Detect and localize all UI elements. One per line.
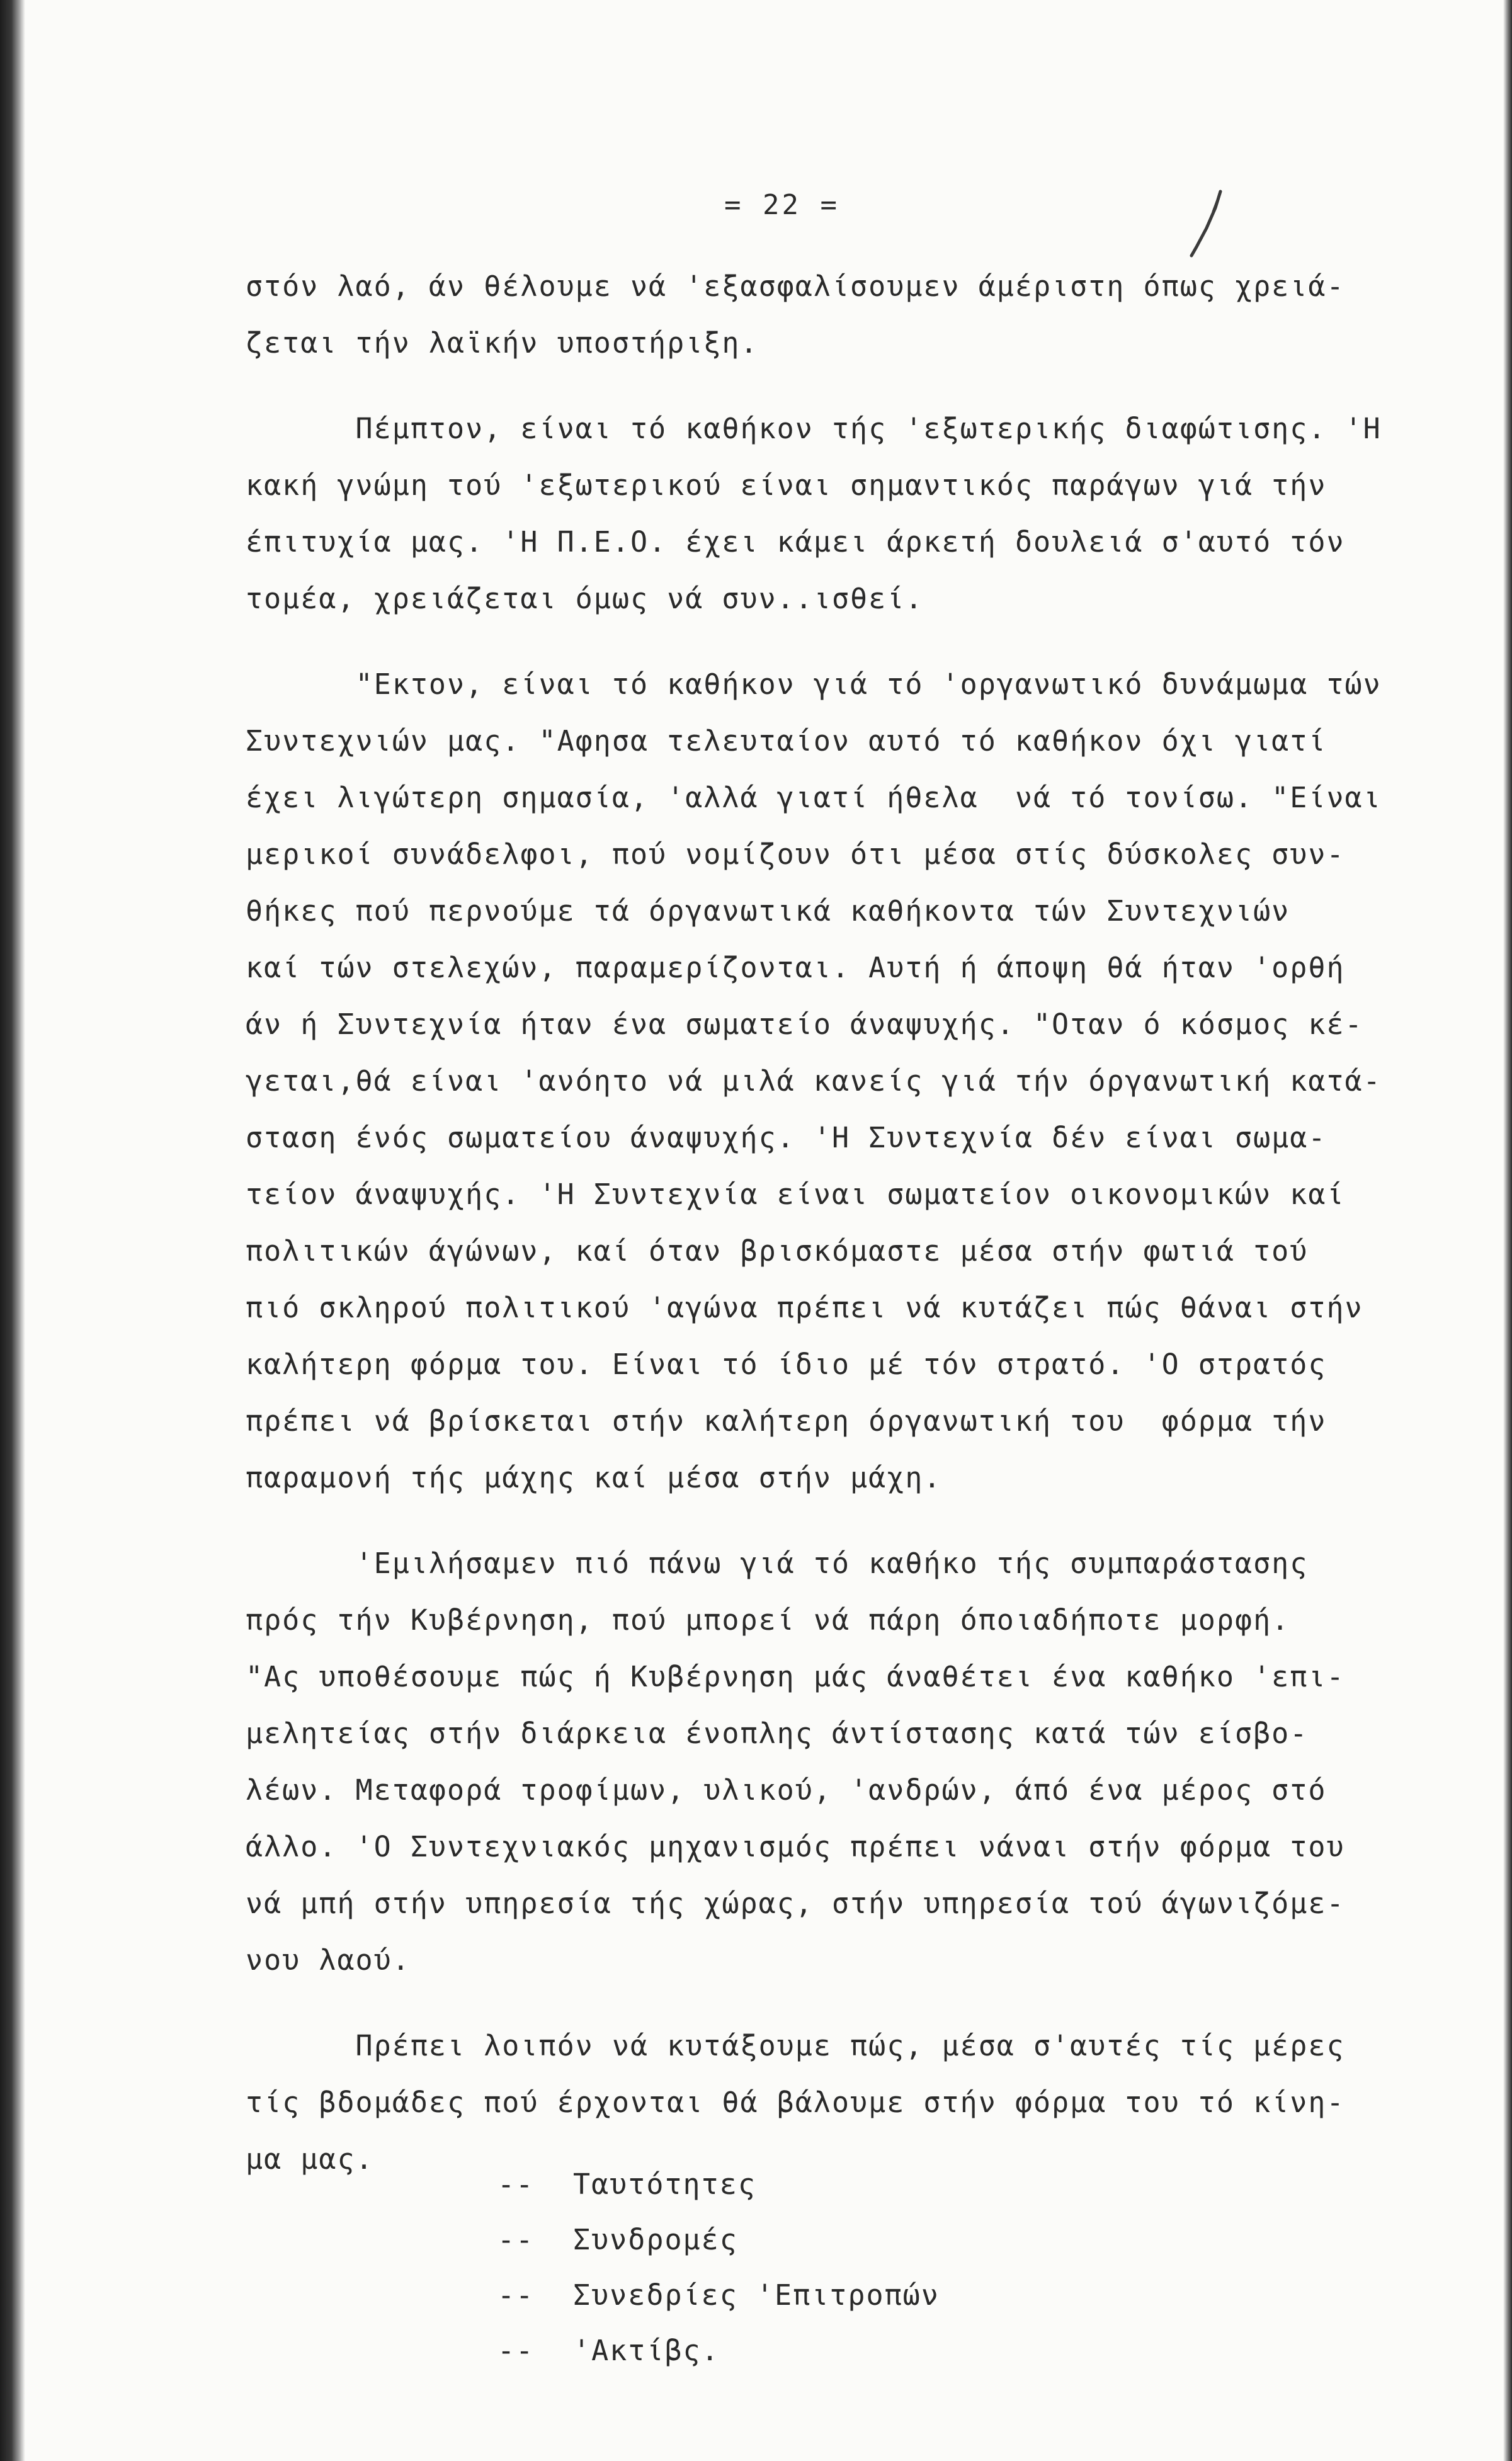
list-item [497,2268,940,2323]
document-body [246,258,1417,2188]
scan-edge-left [0,0,25,2461]
text-line: Πέμπτον, είναι τό καθήκον τής 'εξωτερικής διαφώτισης. 'Η [246,412,1382,445]
list-dash: -- [497,2168,535,2201]
list-dash: -- [497,2223,535,2256]
text-line: πολιτικών άγώνων, καί όταν βρισκόμαστε μέσα στήν φωτιά τού [246,1234,1309,1268]
text-line: μελητείας στήν διάρκεια ένοπλης άντίστασης κατά τών είσβο- [246,1717,1309,1750]
text-line: 'Εμιλήσαμεν πιό πάνω γιά τό καθήκο τής συμπαράστασης [246,1547,1309,1580]
text-line: Πρέπει λοιπόν νά κυτάξουμε πώς, μέσα σ'αυτές τίς μέρες [246,2029,1345,2062]
text-line: γεται,θά είναι 'ανόητο νά μιλά κανείς γιά τήν όργανωτική κατά- [246,1064,1382,1098]
text-line: παραμονή τής μάχης καί μέσα στήν μάχη. [246,1461,942,1494]
paragraph-gap [246,1506,1417,1535]
text-line: Συντεχνιών μας. "Αφησα τελευταίον αυτό τό καθήκον όχι γιατί [246,724,1327,758]
text-line: κακή γνώμη τού 'εξωτερικού είναι σημαντικός παράγων γιά τήν [246,469,1327,502]
text-line: "Εκτον, είναι τό καθήκον γιά τό 'οργανωτικό δυνάμωμα τών [246,668,1382,701]
text-line: τομέα, χρειάζεται όμως νά συν..ισθεί. [246,582,924,615]
text-line: έπιτυχία μας. 'Η Π.Ε.Ο. έχει κάμει άρκετή δουλειά σ'αυτό τόν [246,525,1345,559]
paragraph-gap [246,372,1417,401]
list-item-label: Συνεδρίες 'Επιτροπών [573,2278,940,2312]
text-line: νά μπή στήν υπηρεσία τής χώρας, στήν υπηρεσία τού άγωνιζόμε- [246,1887,1345,1920]
list-item-label: Συνδρομές [573,2223,738,2256]
text-line: καί τών στελεχών, παραμερίζονται. Αυτή ή άποψη θά ήταν 'ορθή [246,951,1345,984]
paragraph-gap [246,1989,1417,2018]
list-item-label: Ταυτότητες [573,2168,756,2201]
text-line: τίς βδομάδες πού έρχονται θά βάλουμε στήν φόρμα του τό κίνη- [246,2086,1345,2119]
page-number: = 22 = [724,189,839,221]
scan-edge-right [1503,0,1512,2461]
text-line: ζεται τήν λαϊκήν υποστήριξη. [246,326,759,360]
item-list [497,2157,940,2379]
text-line: άλλο. 'Ο Συντεχνιακός μηχανισμός πρέπει νάναι στήν φόρμα του [246,1830,1345,1863]
text-line: "Ας υποθέσουμε πώς ή Κυβέρνηση μάς άναθέτει ένα καθήκο 'επι- [246,1660,1345,1693]
text-line: άν ή Συντεχνία ήταν ένα σωματείο άναψυχής. "Οταν ό κόσμος κέ- [246,1008,1363,1041]
text-line: μα μας. [246,2142,374,2176]
handwritten-slash-mark [1184,189,1228,258]
list-item [497,2212,940,2268]
text-line: στόν λαό, άν θέλουμε νά 'εξασφαλίσουμεν άμέριστη όπως χρειά- [246,270,1345,303]
text-line: καλήτερη φόρμα του. Είναι τό ίδιο μέ τόν στρατό. 'Ο στρατός [246,1348,1327,1381]
text-line: νου λαού. [246,1943,411,1977]
text-line: τείον άναψυχής. 'Η Συντεχνία είναι σωματείον οικονομικών καί [246,1178,1345,1211]
text-line: πιό σκληρού πολιτικού 'αγώνα πρέπει νά κυτάζει πώς θάναι στήν [246,1291,1363,1324]
text-line: λέων. Μεταφορά τροφίμων, υλικού, 'ανδρών, άπό ένα μέρος στό [246,1773,1327,1807]
text-line: θήκες πού περνούμε τά όργανωτικά καθήκοντα τών Συντεχνιών [246,894,1290,928]
list-dash: -- [497,2278,535,2312]
text-line: πρός τήν Κυβέρνηση, πού μπορεί νά πάρη όποιαδήποτε μορφή. [246,1603,1290,1637]
list-dash: -- [497,2334,535,2367]
list-item [497,2157,940,2212]
list-item [497,2323,940,2379]
paragraph-gap [246,627,1417,656]
text-line: σταση ένός σωματείου άναψυχής. 'Η Συντεχνία δέν είναι σωμα- [246,1121,1327,1154]
text-line: μερικοί συνάδελφοι, πού νομίζουν ότι μέσα στίς δύσκολες συν- [246,838,1345,871]
text-line: πρέπει νά βρίσκεται στήν καλήτερη όργανωτική του φόρμα τήν [246,1404,1327,1438]
list-item-label: 'Ακτίβς. [573,2334,720,2367]
text-line: έχει λιγώτερη σημασία, 'αλλά γιατί ήθελα νά τό τονίσω. "Είναι [246,781,1382,814]
